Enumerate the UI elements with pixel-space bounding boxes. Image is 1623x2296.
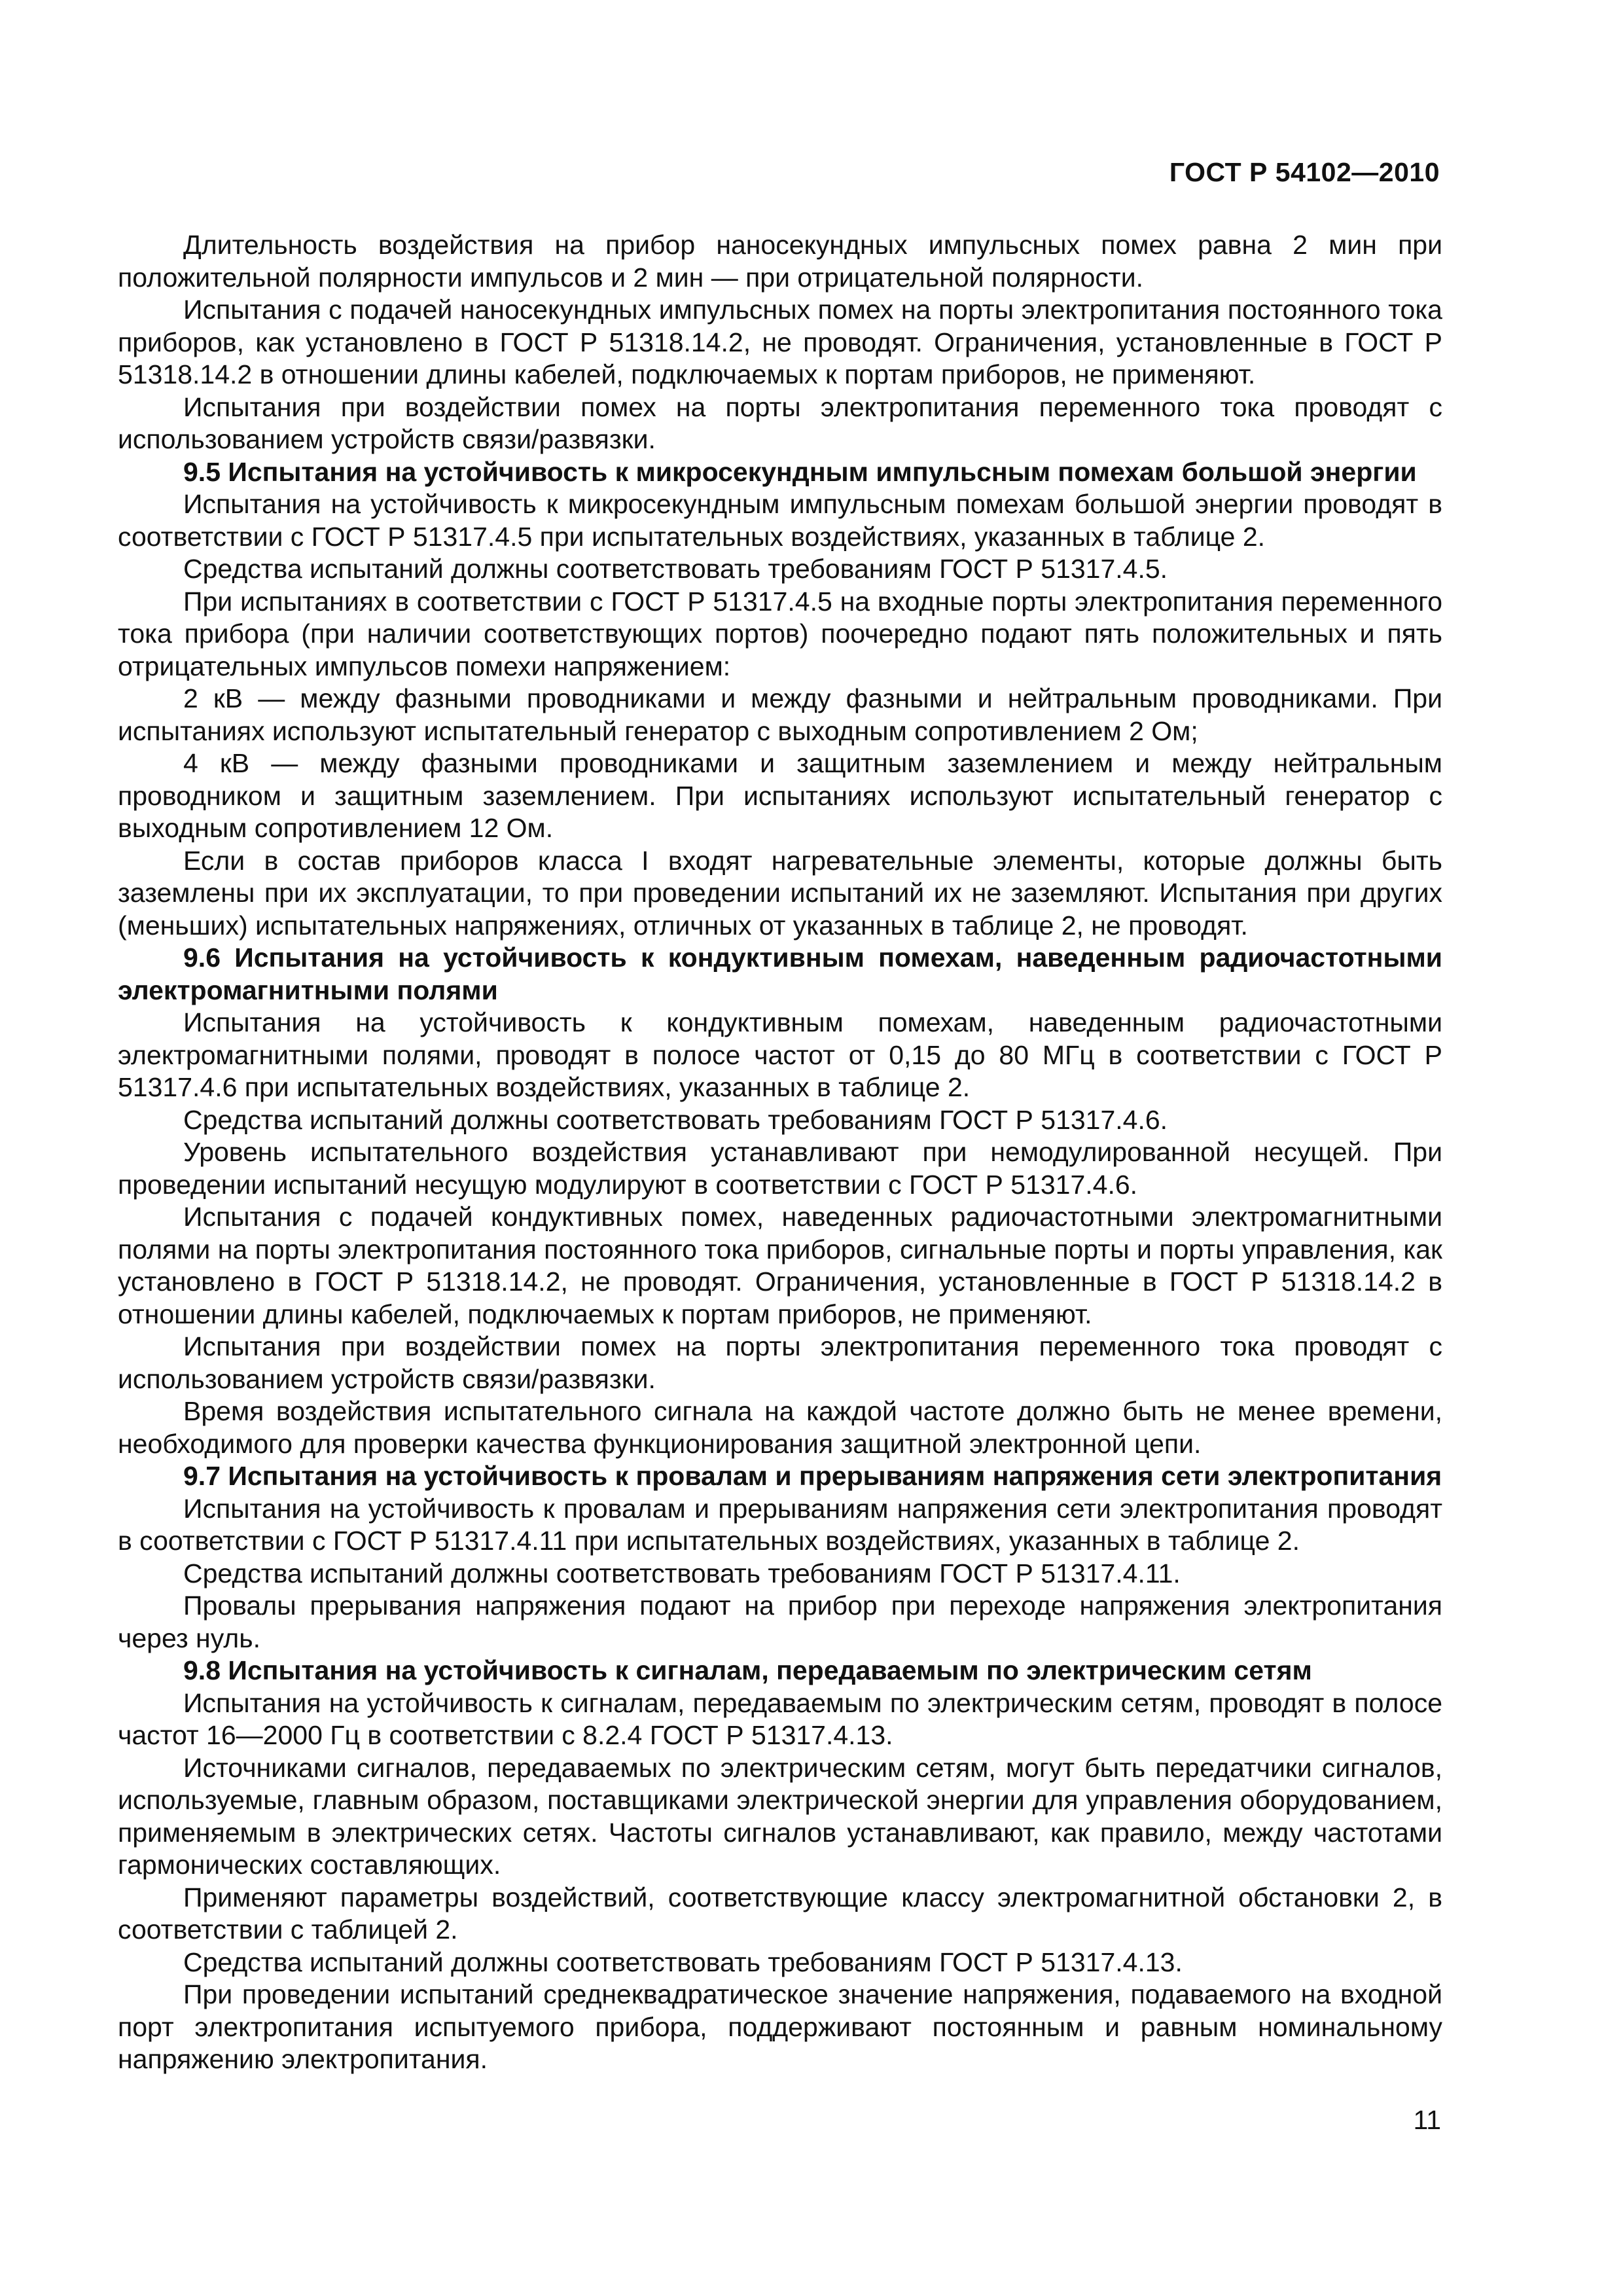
paragraph: Испытания на устойчивость к кондуктивным помехам, наведенным радиочастотными электромагнитными полями, проводят в полосе частот от 0,15 до 80 МГц в соответствии с ГОСТ Р 51317.4.6 при испытательных воздействиях, указанных в таблице 2.	[118, 1007, 1442, 1102]
paragraph: Средства испытаний должны соответствовать требованиям ГОСТ Р 51317.4.5.	[183, 554, 1168, 584]
paragraph: Средства испытаний должны соответствовать требованиям ГОСТ Р 51317.4.13.	[183, 1946, 1183, 1977]
paragraph: Испытания при воздействии помех на порты электропитания переменного тока проводят с использованием устройств связи/развязки.	[118, 1331, 1442, 1394]
page-number: 11	[1413, 2105, 1441, 2135]
paragraph: Средства испытаний должны соответствовать требованиям ГОСТ Р 51317.4.11.	[183, 1558, 1181, 1588]
paragraph: Средства испытаний должны соответствовать требованиям ГОСТ Р 51317.4.6.	[183, 1104, 1168, 1135]
paragraph: Источниками сигналов, передаваемых по электрическим сетям, могут быть передатчики сигналов, используемые, главным образом, поставщиками электрической энергии для управления оборудованием, применяемым в электрических сетях. Частоты сигналов устанавливают, как правило, между частотами гармонических составляющих.	[118, 1752, 1442, 1880]
paragraph: 2 кВ — между фазными проводниками и между фазными и нейтральным проводниками. При испытаниях используют испытательный генератор с выходным сопротивлением 2 Ом;	[118, 683, 1442, 746]
paragraph: Длительность воздействия на прибор наносекундных импульсных помех равна 2 мин при положительной полярности импульсов и 2 мин — при отрицательной полярности.	[118, 230, 1442, 293]
section-heading-9-6: 9.6 Испытания на устойчивость к кондуктивным помехам, наведенным радиочастотными электромагнитными полями	[118, 942, 1442, 1005]
paragraph: При проведении испытаний среднеквадратическое значение напряжения, подаваемого на входной порт электропитания испытуемого прибора, поддерживают постоянным и равным номинальному напряжению электропитания.	[118, 1979, 1442, 2074]
section-heading-9-5: 9.5 Испытания на устойчивость к микросекундным импульсным помехам большой энергии	[183, 456, 1417, 487]
paragraph: Испытания на устойчивость к сигналам, передаваемым по электрическим сетям, проводят в полосе частот 16—2000 Гц в соответствии с 8.2.4 ГОСТ Р 51317.4.13.	[118, 1687, 1442, 1750]
paragraph: Применяют параметры воздействий, соответствующие классу электромагнитной обстановки 2, в соответствии с таблицей 2.	[118, 1882, 1442, 1945]
paragraph: 4 кВ — между фазными проводниками и защитным заземлением и между нейтральным проводником и защитным заземлением. При испытаниях используют испытательный генератор с выходным сопротивлением 12 Ом.	[118, 748, 1442, 843]
paragraph: Испытания с подачей кондуктивных помех, наведенных радиочастотными электромагнитными полями на порты электропитания постоянного тока приборов, сигнальные порты и порты управления, как установлено в ГОСТ Р 51318.14.2, не проводят. Ограничения, установленные в ГОСТ Р 51318.14.2 в отношении длины кабелей, подключаемых к портам приборов, не применяют.	[118, 1202, 1442, 1329]
paragraph: Испытания при воздействии помех на порты электропитания переменного тока проводят с использованием устройств связи/развязки.	[118, 391, 1442, 454]
paragraph: Время воздействия испытательного сигнала на каждой частоте должно быть не менее времени, необходимого для проверки качества функционирования защитной электронной цепи.	[118, 1396, 1442, 1459]
paragraph: Провалы прерывания напряжения подают на прибор при переходе напряжения электропитания через нуль.	[118, 1590, 1442, 1653]
paragraph: Испытания на устойчивость к микросекундным импульсным помехам большой энергии проводят в соответствии с ГОСТ Р 51317.4.5 при испытательных воздействиях, указанных в таблице 2.	[118, 489, 1442, 552]
paragraph: При испытаниях в соответствии с ГОСТ Р 51317.4.5 на входные порты электропитания переменного тока прибора (при наличии соответствующих портов) поочередно подают пять положительных и пять отрицательных импульсов помехи напряжением:	[118, 586, 1442, 681]
section-heading-9-7: 9.7 Испытания на устойчивость к провалам и прерываниям напряжения сети электропитания	[183, 1461, 1442, 1491]
paragraph: Испытания на устойчивость к провалам и прерываниям напряжения сети электропитания проводят в соответствии с ГОСТ Р 51317.4.11 при испытательных воздействиях, указанных в таблице 2.	[118, 1493, 1442, 1556]
paragraph: Уровень испытательного воздействия устанавливают при немодулированной несущей. При проведении испытаний несущую модулируют в соответствии с ГОСТ Р 51317.4.6.	[118, 1137, 1442, 1200]
paragraph: Испытания с подачей наносекундных импульсных помех на порты электропитания постоянного тока приборов, как установлено в ГОСТ Р 51318.14.2, не проводят. Ограничения, установленные в ГОСТ Р 51318.14.2 в отношении длины кабелей, подключаемых к портам приборов, не применяют.	[118, 295, 1442, 389]
section-heading-9-8: 9.8 Испытания на устойчивость к сигналам, передаваемым по электрическим сетям	[183, 1655, 1312, 1685]
document-header: ГОСТ Р 54102—2010	[1169, 157, 1440, 187]
document-body	[118, 229, 1442, 2076]
paragraph: Если в состав приборов класса I входят нагревательные элементы, которые должны быть заземлены при их эксплуатации, то при проведении испытаний их не заземляют. Испытания при других (меньших) испытательных напряжениях, отличных от указанных в таблице 2, не проводят.	[118, 845, 1442, 941]
